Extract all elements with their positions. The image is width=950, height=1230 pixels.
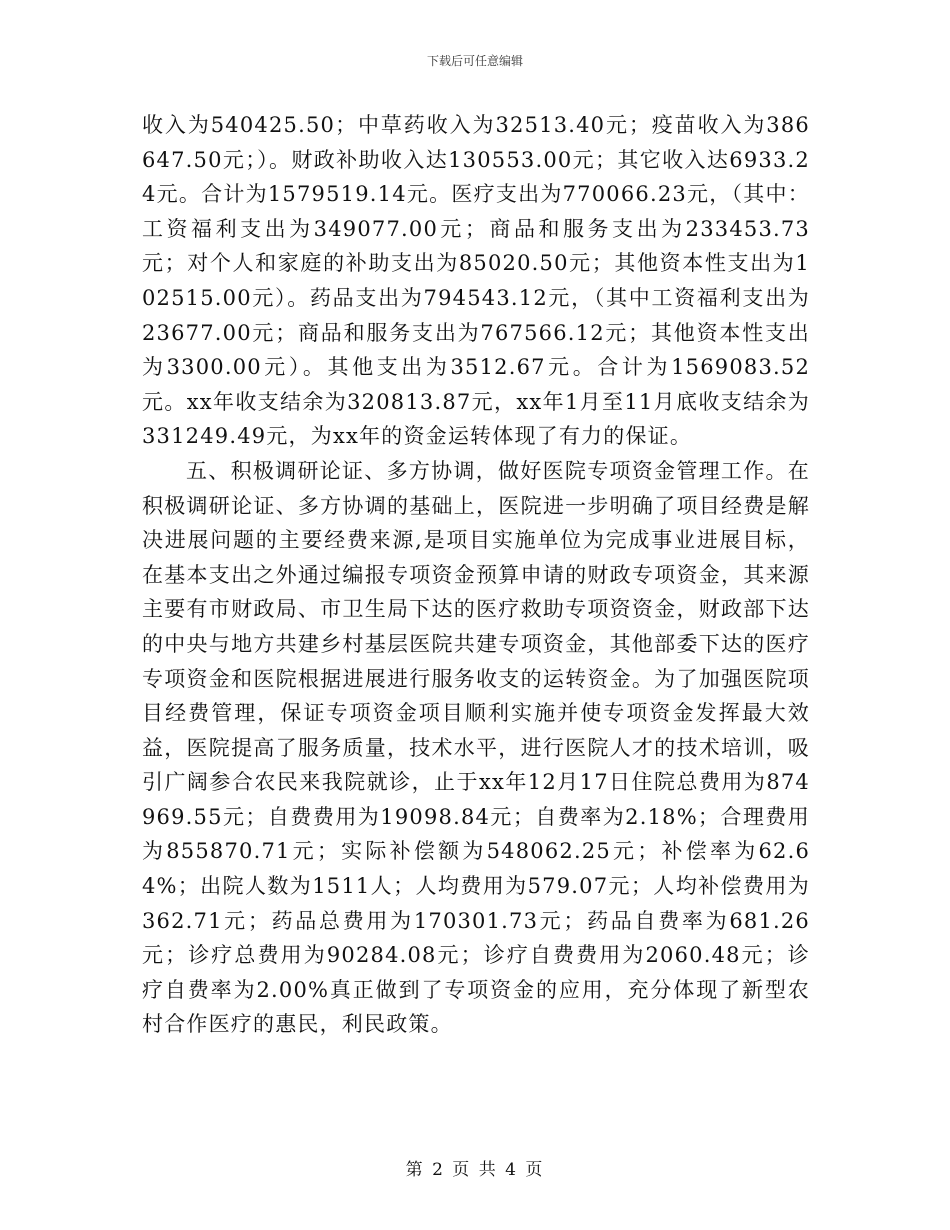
page-number: 第 2 页 共 4 页 — [405, 1160, 545, 1180]
paragraph-special-funds: 五、积极调研论证、多方协调，做好医院专项资金管理工作。在积极调研论证、多方协调的基础上，医院进一步明确了项目经费是解决进展问题的主要经费来源,是项目实施单位为完成事业进展目标，在基本支出之外通过编报专项资金预算申请的财政专项资金，其来源主要有市财政局、市卫生局下达的医疗救助专项资资金，财政部下达的中央与地方共建乡村基层医院共建专项资金，其他部委下达的医疗专项资金和医院根据进展进行服务收支的运转资金。为了加强医院项目经费管理，保证专项资金项目顺利实施并使专项资金发挥最大效益，医院提高了服务质量，技术水平，进行医院人才的技术培训，吸引广阔参合农民来我院就诊，止于xx年12月17日住院总费用为874969.55元；自费费用为19098.84元；自费率为2.18%；合理费用为855870.71元；实际补偿额为548062.25元；补偿率为62.64%；出院人数为1511人；人均费用为579.07元；人均补偿费用为362.71元；药品总费用为170301.73元；药品自费率为681.26元；诊疗总费用为90284.08元；诊疗自费费用为2060.48元；诊疗自费率为2.00%真正做到了专项资金的应用，充分体现了新型农村合作医疗的惠民，利民政策。 — [142, 458, 810, 1037]
paragraph-income-expenditure: 收入为540425.50；中草药收入为32513.40元；疫苗收入为386647.50元；）。财政补助收入达130553.00元；其它收入达6933.24元。合计为1579519.14元。医疗支出为770066.23元，（其中：工资福利支出为349077.00元；商品和服务支出为233453.73元；对个人和家庭的补助支出为85020.50元；其他资本性支出为102515.00元）。药品支出为794543.12元，（其中工资福利支出为23677.00元；商品和服务支出为767566.12元；其他资本性支出为3300.00元）。其他支出为3512.67元。合计为1569083.52元。xx年收支结余为320813.87元，xx年1月至11月底收支结余为331249.49元，为xx年的资金运转体现了有力的保证。 — [142, 113, 810, 449]
header-note: 下载后可任意编辑 — [426, 54, 523, 68]
document-body — [142, 108, 810, 1042]
